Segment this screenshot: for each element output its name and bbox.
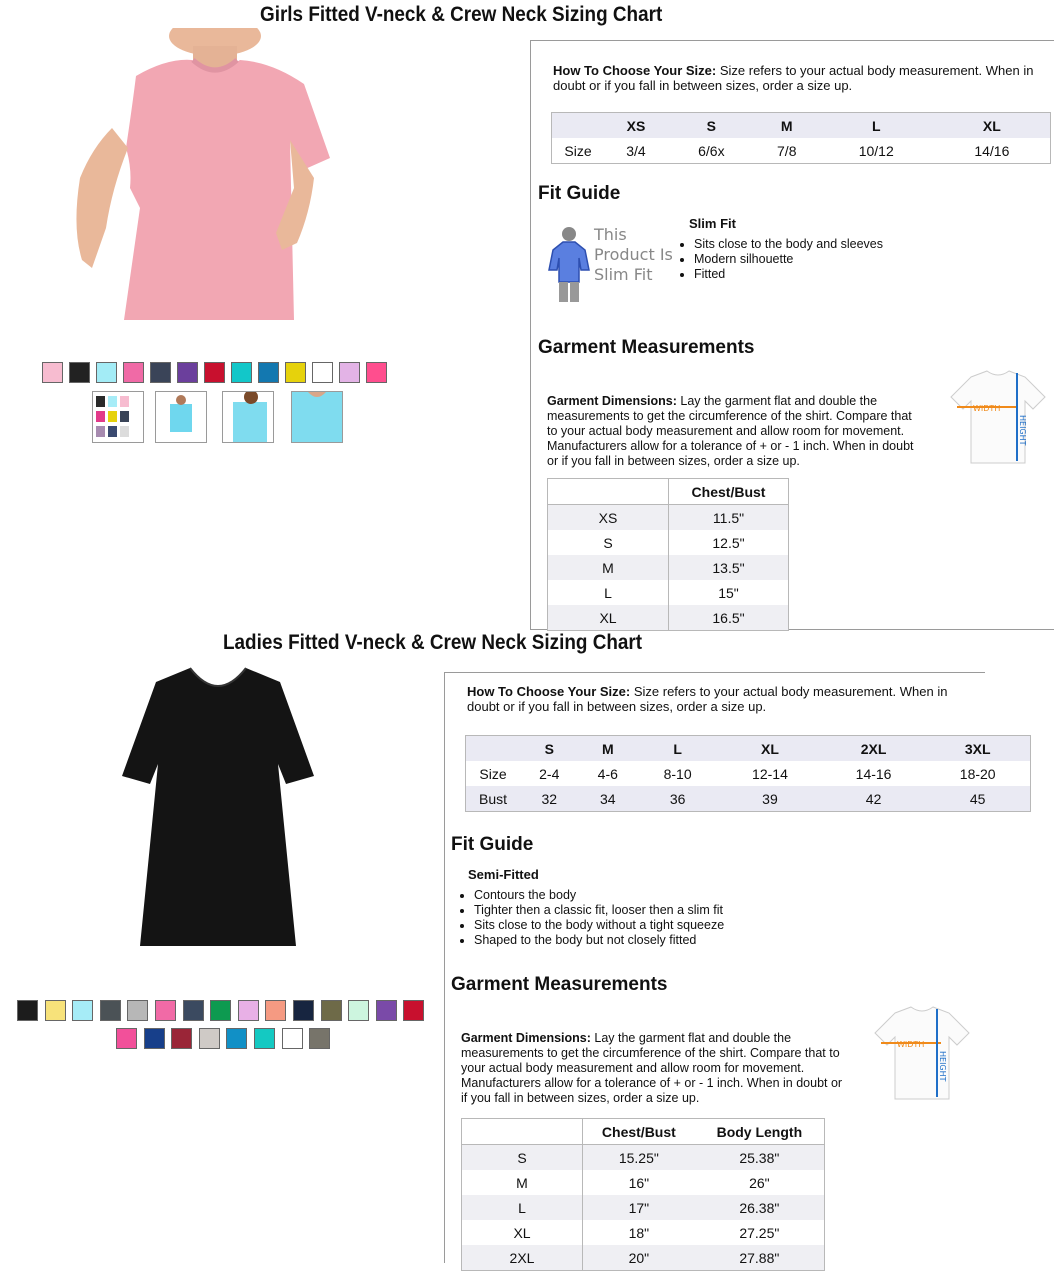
measure-size-cell: M [548, 555, 669, 580]
table-row [548, 605, 789, 631]
color-swatch[interactable] [116, 1028, 137, 1049]
measure-size-cell: 2XL [462, 1245, 583, 1271]
girls-howto-text: Size refers to your actual body measurement. When in doubt or if you fall in between sizes, order a size up. [553, 63, 1034, 93]
color-swatch[interactable] [293, 1000, 314, 1021]
color-swatch[interactable] [366, 362, 387, 383]
color-swatch[interactable] [312, 362, 333, 383]
girls-size-table [551, 112, 1051, 164]
girls-fit-points [674, 237, 883, 282]
fit-point: • Tighter then a classic fit, looser then a slim fit [474, 903, 724, 918]
table-row [462, 1195, 825, 1220]
size-cell: 39 [762, 790, 778, 807]
ladies-measurements-title: Garment Measurements [451, 974, 668, 995]
girls-dims-body: Lay the garment flat and double the measurements to get the circumference of the shirt. Compare that to your actual body measurement and allow room for movement. Manufacturers allow for a tolerance of + or - 1 inch. When in doubt or if you fall in between sizes, order a size up. [547, 394, 914, 468]
fit-point: • Sits close to the body and sleeves [694, 237, 883, 252]
fit-point: • Modern silhouette [694, 252, 883, 267]
girls-thumb-colors[interactable] [92, 391, 144, 443]
girls-howto-label: How To Choose Your Size: [553, 63, 717, 78]
color-swatch[interactable] [339, 362, 360, 383]
size-cell: 4-6 [597, 765, 618, 782]
size-cell: 18-20 [959, 765, 996, 782]
ladies-fit-name: Semi-Fitted [468, 867, 539, 882]
girls-product-photo[interactable] [72, 28, 354, 320]
color-swatch[interactable] [155, 1000, 176, 1021]
ladies-howto [467, 684, 967, 714]
measure-value-cell: 13.5" [669, 555, 789, 580]
ladies-product-photo[interactable] [118, 664, 318, 954]
table-row [466, 761, 1031, 786]
color-swatch[interactable] [210, 1000, 231, 1021]
girls-howto [553, 63, 1048, 93]
measure-value-cell: 18" [628, 1224, 650, 1241]
measure-value-cell: 16" [628, 1174, 650, 1191]
color-swatch[interactable] [309, 1028, 330, 1049]
table-row [462, 1245, 825, 1271]
size-cell: 14/16 [974, 142, 1010, 159]
size-cell: 36 [669, 790, 686, 807]
slim-fit-icon [547, 226, 591, 306]
ladies-size-panel [444, 672, 996, 1266]
size-header-cell [552, 113, 605, 139]
color-swatch[interactable] [150, 362, 171, 383]
table-row [548, 530, 789, 555]
size-cell: 42 [865, 790, 882, 807]
girls-measurements-title: Garment Measurements [538, 337, 755, 358]
measure-size-cell: M [462, 1170, 583, 1195]
color-swatch[interactable] [258, 362, 279, 383]
size-header-cell: M [755, 113, 819, 139]
size-cell: 10/12 [858, 142, 894, 159]
color-swatch[interactable] [17, 1000, 38, 1021]
fit-point: • Shaped to the body but not closely fitted [474, 933, 724, 948]
ladies-howto-text: Size refers to your actual body measurement. When in doubt or if you fall in between sizes, order a size up. [467, 684, 948, 714]
size-cell: 8-10 [663, 765, 692, 782]
color-swatch[interactable] [127, 1000, 148, 1021]
girls-size-panel [530, 40, 1054, 630]
size-cell: 7/8 [777, 142, 797, 159]
measure-value-cell: 12.5" [712, 534, 745, 551]
girls-fit-name: Slim Fit [689, 216, 736, 231]
measure-header-cell: Chest/Bust [583, 1119, 695, 1145]
slim-fit-badge-line3: Slim Fit [594, 265, 653, 284]
size-cell: 14-16 [855, 765, 892, 782]
measure-value-cell: 16.5" [669, 605, 789, 631]
ladies-chart-title: Ladies Fitted V-neck & Crew Neck Sizing Chart [223, 631, 643, 654]
measure-size-cell: XL [462, 1220, 583, 1245]
girls-thumb-front[interactable] [155, 391, 207, 443]
color-swatch[interactable] [204, 362, 225, 383]
slim-fit-badge-line2: Product Is [594, 245, 673, 264]
table-row [462, 1145, 825, 1171]
color-swatch[interactable] [183, 1000, 204, 1021]
size-header-cell: XL [934, 113, 1051, 139]
size-cell: 12-14 [752, 765, 788, 782]
measure-value-cell: 15" [718, 584, 739, 601]
ladies-shirt-shape [122, 668, 314, 946]
color-swatch[interactable] [144, 1028, 165, 1049]
color-swatch[interactable] [231, 362, 252, 383]
color-swatch[interactable] [254, 1028, 275, 1049]
color-swatch[interactable] [403, 1000, 424, 1021]
ladies-width-label: WIDTH [897, 1040, 925, 1049]
color-swatch[interactable] [72, 1000, 93, 1021]
measure-value-cell: 15.25" [583, 1145, 695, 1171]
measure-value-cell: 27.25" [739, 1224, 780, 1241]
size-header-cell: L [819, 113, 934, 139]
girls-chart-title: Girls Fitted V-neck & Crew Neck Sizing Chart [260, 3, 663, 26]
garment-diagram-icon [867, 1003, 977, 1108]
size-header-cell: S [520, 736, 579, 762]
measure-size-cell: XL [548, 605, 669, 631]
size-cell: 45 [969, 790, 986, 807]
size-cell: 32 [541, 790, 558, 807]
ladies-fit-points [454, 888, 724, 948]
size-header-cell: L [637, 736, 718, 762]
slim-fit-badge [594, 225, 673, 285]
size-header-cell: XL [718, 736, 822, 762]
girls-thumb-closeup[interactable] [291, 391, 343, 443]
color-swatch[interactable] [348, 1000, 369, 1021]
size-row-label: Size [479, 765, 507, 782]
ladies-fit-guide-title: Fit Guide [451, 834, 534, 855]
girls-dimensions-text [547, 394, 919, 469]
color-swatch[interactable] [42, 362, 63, 383]
fit-point: • Sits close to the body without a tight squeeze [474, 918, 724, 933]
color-swatch[interactable] [376, 1000, 397, 1021]
table-row [462, 1170, 825, 1195]
measure-value-cell: 20" [583, 1245, 695, 1271]
ladies-measure-table [461, 1118, 825, 1271]
size-header-cell: 3XL [925, 736, 1030, 762]
measure-size-cell: S [462, 1145, 583, 1171]
measure-header-cell: Body Length [695, 1119, 825, 1145]
color-swatch[interactable] [96, 362, 117, 383]
color-swatch[interactable] [321, 1000, 342, 1021]
size-row-label: Bust [478, 790, 507, 807]
color-swatch[interactable] [123, 362, 144, 383]
size-header-cell: S [668, 113, 755, 139]
measure-value-cell: 17" [583, 1195, 695, 1220]
girls-width-label: WIDTH [973, 404, 1001, 413]
color-swatch[interactable] [238, 1000, 259, 1021]
ladies-height-label: HEIGHT [938, 1051, 947, 1082]
girls-height-label: HEIGHT [1018, 415, 1027, 446]
ladies-dims-body: Lay the garment flat and double the measurements to get the circumference of the shirt. Compare that to your actual body measurement and allow room for movement. Manufacturers allow for a tolerance of + or - 1 inch. When in doubt or if you fall in between sizes, order a size up. [461, 1031, 843, 1105]
measure-header-cell [462, 1119, 583, 1145]
measure-size-cell: L [462, 1195, 583, 1220]
measure-value-cell: 11.5" [669, 505, 789, 531]
table-row [548, 505, 789, 531]
color-swatch[interactable] [171, 1028, 192, 1049]
measure-value-cell: 27.88" [695, 1245, 825, 1271]
size-cell: 34 [600, 790, 616, 807]
size-cell: 2-4 [539, 765, 560, 782]
ladies-size-table [465, 735, 1031, 812]
color-swatch[interactable] [199, 1028, 220, 1049]
color-swatch[interactable] [226, 1028, 247, 1049]
slim-fit-badge-line1: This [594, 225, 627, 244]
girls-fit-guide-title: Fit Guide [538, 183, 621, 204]
color-swatch[interactable] [45, 1000, 66, 1021]
size-header-cell [466, 736, 521, 762]
color-swatch[interactable] [177, 362, 198, 383]
color-swatch[interactable] [285, 362, 306, 383]
size-cell: 3/4 [626, 142, 646, 159]
garment-diagram-icon [943, 367, 1053, 472]
measure-value-cell: 26" [749, 1174, 770, 1191]
table-row [548, 580, 789, 605]
ladies-howto-label: How To Choose Your Size: [467, 684, 631, 699]
color-swatch[interactable] [69, 362, 90, 383]
table-row [548, 555, 789, 580]
table-row [466, 786, 1031, 812]
ladies-dimensions-text [461, 1031, 843, 1106]
fit-point: • Fitted [694, 267, 883, 282]
measure-size-cell: S [548, 530, 669, 555]
size-row-label: Size [564, 142, 592, 159]
measure-value-cell: 26.38" [695, 1195, 825, 1220]
table-row [462, 1220, 825, 1245]
measure-header-cell [548, 479, 669, 505]
color-swatch[interactable] [100, 1000, 121, 1021]
girls-dims-label: Garment Dimensions: [547, 394, 677, 408]
size-cell: 6/6x [698, 142, 725, 159]
measure-value-cell: 25.38" [695, 1145, 825, 1171]
fit-point: • Contours the body [474, 888, 724, 903]
ladies-dims-label: Garment Dimensions: [461, 1031, 591, 1045]
size-header-cell: M [579, 736, 638, 762]
color-swatch[interactable] [282, 1028, 303, 1049]
size-header-cell: XS [604, 113, 668, 139]
measure-header-cell: Chest/Bust [669, 479, 789, 505]
girls-measure-table [547, 478, 789, 631]
measure-size-cell: XS [548, 505, 669, 531]
size-header-cell: 2XL [822, 736, 926, 762]
measure-size-cell: L [548, 580, 669, 605]
girls-thumb-back[interactable] [222, 391, 274, 443]
color-swatch[interactable] [265, 1000, 286, 1021]
